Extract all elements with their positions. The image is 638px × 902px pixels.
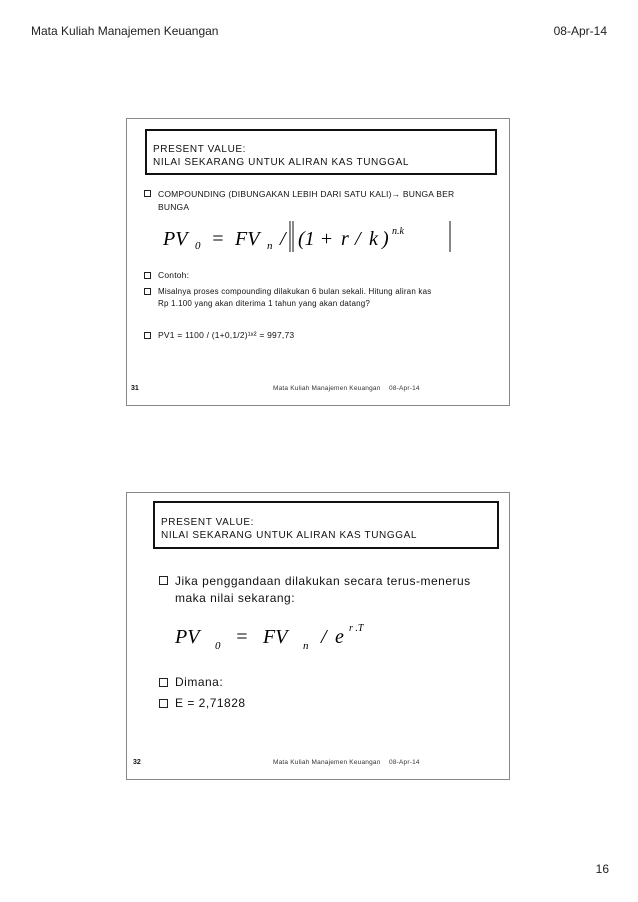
svg-text:0: 0 [215, 640, 221, 652]
bullet-square-icon [144, 272, 151, 279]
svg-text:=: = [235, 626, 249, 648]
svg-text:(1 +: (1 + [298, 228, 334, 250]
svg-text:r .T: r .T [349, 623, 364, 634]
bullet-pv1-result [144, 330, 294, 340]
slide-title-line2: NILAI SEKARANG UNTUK ALIRAN KAS TUNGGAL [161, 530, 418, 541]
bullet-text-line1: Jika penggandaan dilakukan secara terus-menerus [175, 574, 471, 588]
svg-text:=: = [211, 228, 225, 250]
bullet-jika [159, 573, 499, 607]
slide-footer-date: 08-Apr-14 [389, 759, 420, 766]
bullet-square-icon [159, 699, 168, 708]
bullet-square-icon [159, 678, 168, 687]
bullet-square-icon [159, 576, 168, 585]
svg-text:FV: FV [263, 626, 288, 648]
slide-footer-title: Mata Kuliah Manajemen Keuangan [273, 759, 381, 766]
bullet-text-line1: COMPOUNDING (DIBUNGAKAN LEBIH DARI SATU KALI)→ BUNGA BER [158, 189, 455, 199]
bullet-text-line2: Rp 1.100 yang akan diterima 1 tahun yang akan datang? [158, 299, 371, 308]
bullet-text-line2: maka nilai sekarang: [175, 591, 296, 605]
svg-text:/: / [355, 228, 361, 250]
page-number: 16 [595, 862, 609, 876]
present-value-formula [163, 219, 463, 255]
svg-text:): ) [382, 228, 389, 250]
svg-text:PV: PV [175, 626, 200, 648]
bullet-square-icon [144, 288, 151, 295]
slide-footer-date: 08-Apr-14 [389, 385, 420, 392]
bullet-dimana [159, 675, 223, 689]
bullet-contoh [144, 270, 189, 280]
slide-31 [126, 118, 510, 406]
slide-title-box [145, 129, 497, 175]
bullet-text-line2: BUNGA [158, 202, 190, 212]
svg-text:e: e [335, 626, 344, 648]
svg-text:k: k [369, 228, 378, 250]
svg-text:0: 0 [195, 240, 201, 252]
svg-text:FV: FV [235, 228, 260, 250]
slide-number: 31 [131, 385, 139, 392]
svg-text:n: n [267, 240, 273, 252]
bullet-text: E = 2,71828 [175, 696, 246, 710]
slide-title-line2: NILAI SEKARANG UNTUK ALIRAN KAS TUNGGAL [153, 157, 410, 168]
bullet-text-line1: Misalnya proses compounding dilakukan 6 bulan sekali. Hitung aliran kas [158, 287, 432, 296]
bullet-text: Dimana: [175, 675, 224, 689]
slide-footer-title: Mata Kuliah Manajemen Keuangan [273, 385, 381, 392]
slide-title-line1: PRESENT VALUE: [153, 144, 247, 155]
svg-text:/: / [280, 228, 286, 250]
bullet-square-icon [144, 332, 151, 339]
slide-32 [126, 492, 510, 780]
svg-text:n.k: n.k [392, 226, 404, 237]
bullet-misalnya [144, 286, 484, 310]
svg-text:n: n [303, 640, 309, 652]
slide-title-line1: PRESENT VALUE: [161, 517, 255, 528]
svg-text:/: / [321, 626, 327, 648]
slide-number: 32 [133, 759, 141, 766]
svg-text:PV: PV [163, 228, 188, 250]
svg-text:r: r [341, 228, 349, 250]
bullet-square-icon [144, 190, 151, 197]
slide-title-box [153, 501, 499, 549]
page-header-title: Mata Kuliah Manajemen Keuangan [31, 24, 219, 38]
bullet-text: PV1 = 1100 / (1+0,1/2)¹ˣ² = 997,73 [158, 330, 295, 340]
page-header-date: 08-Apr-14 [553, 24, 607, 38]
continuous-pv-formula [175, 617, 415, 653]
bullet-compounding [144, 188, 484, 214]
bullet-text: Contoh: [158, 270, 190, 280]
bullet-e-value [159, 696, 246, 710]
